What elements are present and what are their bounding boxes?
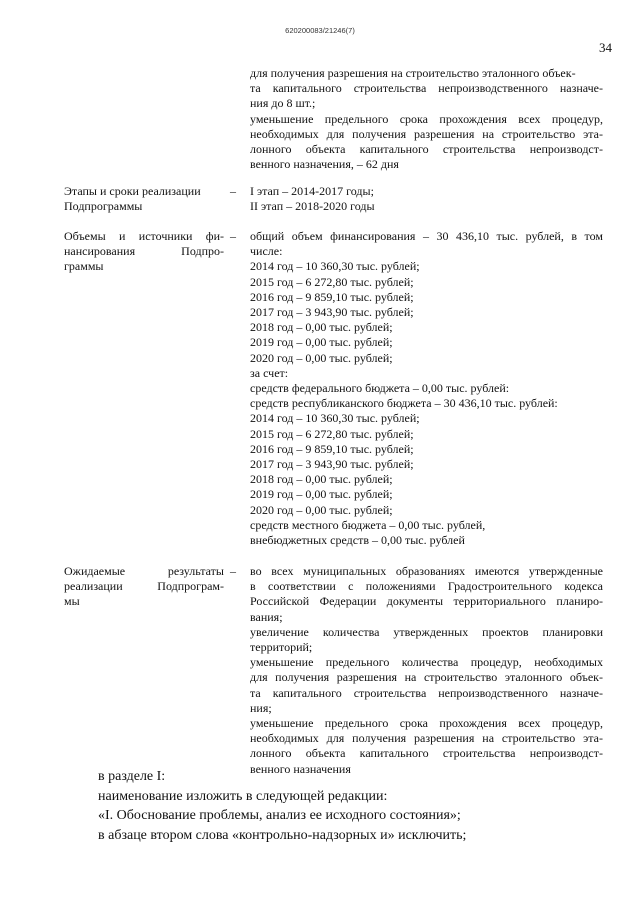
funding-line: 2020 год – 0,00 тыс. рублей; bbox=[250, 502, 393, 517]
result-line: та капитального строительства непроизводственного назначе- bbox=[250, 685, 603, 700]
funding-line: 2015 год – 6 272,80 тыс. рублей; bbox=[250, 274, 414, 289]
funding-line: 2020 год – 0,00 тыс. рублей; bbox=[250, 350, 393, 365]
text-line: ния до 8 шт.; bbox=[250, 96, 316, 111]
stages-dash: – bbox=[230, 184, 236, 198]
funding-line: 2019 год – 0,00 тыс. рублей; bbox=[250, 335, 393, 350]
funding-line: 2017 год – 3 943,90 тыс. рублей; bbox=[250, 305, 414, 320]
funding-line: числе: bbox=[250, 244, 283, 259]
text-line: для получения разрешения на строительство эталонного объек- bbox=[250, 66, 576, 80]
result-line: во всех муниципальных образованиях имеются утвержденные bbox=[250, 564, 603, 578]
label-line: граммы bbox=[64, 259, 104, 274]
funding-line: 2014 год – 10 360,30 тыс. рублей; bbox=[250, 411, 420, 426]
label-line: Объемы и источники фи- bbox=[64, 229, 224, 243]
amendment-line: в абзаце втором слова «контрольно-надзорных и» исключить; bbox=[98, 827, 467, 843]
result-line: необходимых для получения разрешения на строительство эта- bbox=[250, 731, 603, 746]
stages-content bbox=[250, 184, 603, 214]
result-line: для получения разрешения на строительство эталонного объек- bbox=[250, 670, 603, 685]
result-line: вания; bbox=[250, 609, 283, 624]
funding-line: средств федерального бюджета – 0,00 тыс. рублей: bbox=[250, 381, 510, 396]
label-line: Этапы и сроки реализации bbox=[64, 184, 201, 198]
label-line: Подпрограммы bbox=[64, 199, 143, 214]
top-continuation-text bbox=[250, 66, 603, 172]
result-line: Российской Федерации документы территориального планиро- bbox=[250, 594, 603, 609]
text-line: уменьшение предельного срока прохождения всех процедур, bbox=[250, 111, 603, 126]
result-line: в соответствии с положениями Градостроительного кодекса bbox=[250, 579, 603, 594]
funding-line: 2016 год – 9 859,10 тыс. рублей; bbox=[250, 289, 414, 304]
amendment-line: наименование изложить в следующей редакции: bbox=[98, 788, 388, 804]
funding-line: 2018 год – 0,00 тыс. рублей; bbox=[250, 320, 393, 335]
label-line: реализации Подпрограм- bbox=[64, 579, 224, 594]
text-line: венного назначения, – 62 дня bbox=[250, 157, 399, 172]
result-line: ния; bbox=[250, 700, 272, 715]
result-line: уменьшение предельного количества процедур, необходимых bbox=[250, 655, 603, 670]
stage-item: I этап – 2014-2017 годы; bbox=[250, 184, 374, 198]
document-number: 620200083/21246(7) bbox=[285, 26, 355, 35]
label-line: нансирования Подпро- bbox=[64, 244, 224, 259]
funding-line: средств республиканского бюджета – 30 436,10 тыс. рублей: bbox=[250, 396, 558, 411]
text-line: лонного объекта капитального строительства непроизводст- bbox=[250, 142, 603, 157]
funding-line: за счет: bbox=[250, 365, 289, 380]
result-line: уменьшение предельного срока прохождения всех процедур, bbox=[250, 716, 603, 731]
result-line: территорий; bbox=[250, 640, 313, 655]
result-line: венного назначения bbox=[250, 761, 351, 776]
funding-line: 2017 год – 3 943,90 тыс. рублей; bbox=[250, 457, 414, 472]
amendment-line: в разделе I: bbox=[98, 769, 166, 784]
funding-content bbox=[250, 229, 603, 548]
funding-line: 2015 год – 6 272,80 тыс. рублей; bbox=[250, 426, 414, 441]
page-number: 34 bbox=[599, 40, 612, 55]
funding-line: средств местного бюджета – 0,00 тыс. рублей, bbox=[250, 517, 486, 532]
funding-line: 2018 год – 0,00 тыс. рублей; bbox=[250, 472, 393, 487]
funding-line: 2019 год – 0,00 тыс. рублей; bbox=[250, 487, 393, 502]
funding-line: общий объем финансирования – 30 436,10 тыс. рублей, в том bbox=[250, 229, 603, 243]
stages-label bbox=[64, 184, 224, 214]
funding-line: 2014 год – 10 360,30 тыс. рублей; bbox=[250, 259, 420, 274]
funding-line: внебюджетных средств – 0,00 тыс. рублей bbox=[250, 533, 465, 548]
label-line: мы bbox=[64, 594, 80, 609]
funding-dash: – bbox=[230, 229, 236, 243]
text-line: та капитального строительства непроизводственного назначе- bbox=[250, 81, 603, 96]
result-line: лонного объекта капитального строительства непроизводст- bbox=[250, 746, 603, 761]
results-content bbox=[250, 564, 603, 777]
label-line: Ожидаемые результаты bbox=[64, 564, 224, 578]
amendment-line: «I. Обоснование проблемы, анализ ее исходного состояния»; bbox=[98, 808, 461, 823]
results-dash: – bbox=[230, 564, 236, 578]
text-line: необходимых для получения разрешения на строительство эта- bbox=[250, 126, 603, 141]
stage-item: II этап – 2018-2020 годы bbox=[250, 199, 375, 214]
results-label bbox=[64, 564, 224, 610]
amendments-text bbox=[98, 767, 518, 845]
funding-line: 2016 год – 9 859,10 тыс. рублей; bbox=[250, 441, 414, 456]
funding-label bbox=[64, 229, 224, 275]
result-line: увеличение количества утвержденных проектов планировки bbox=[250, 624, 603, 639]
